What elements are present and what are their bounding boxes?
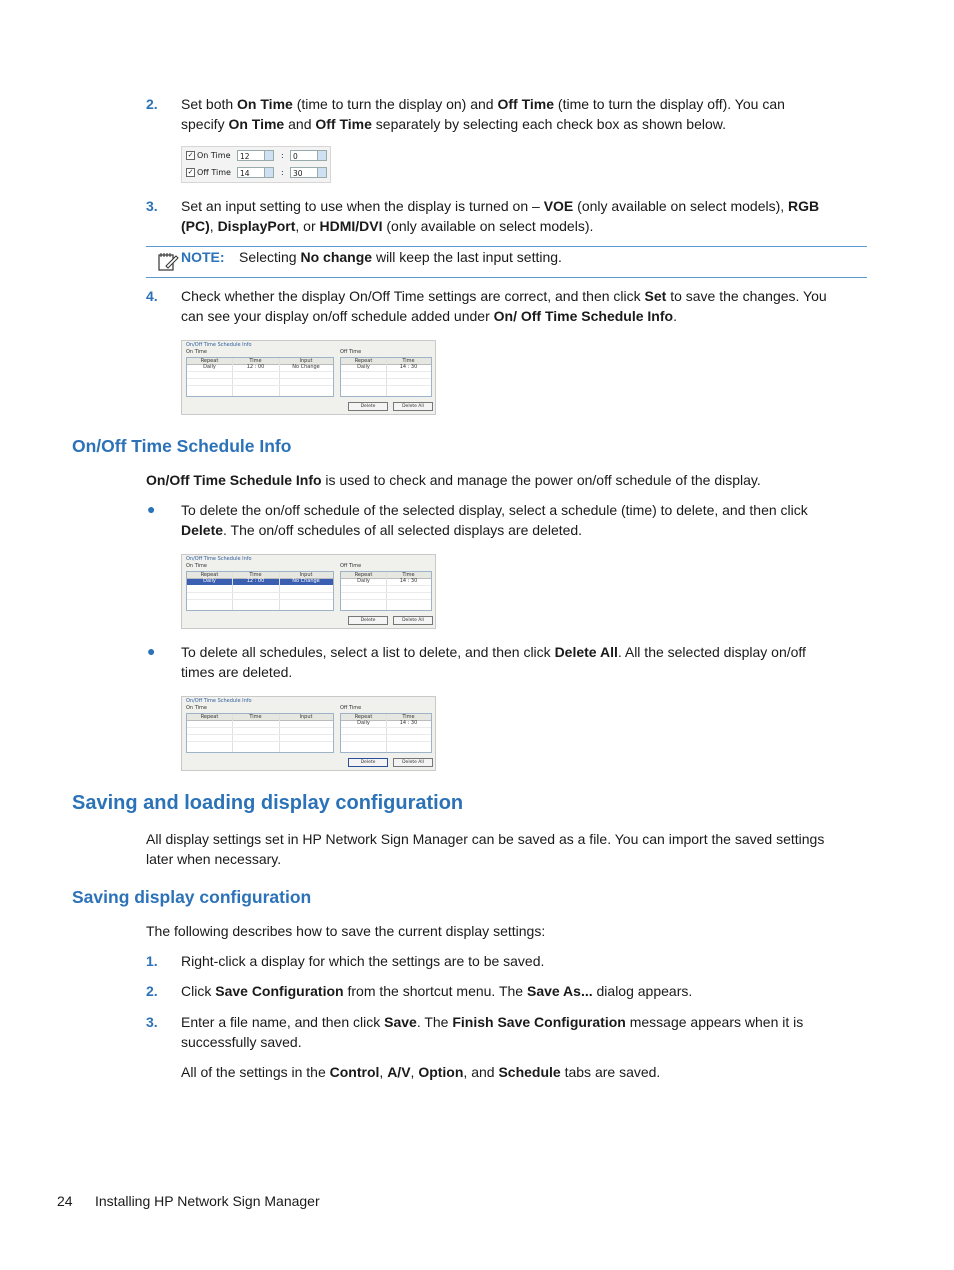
section-heading-saving-loading: Saving and loading display configuration [72, 792, 464, 814]
schedule-info-widget-3: On/Off Time Schedule Info On Time Off Time Repeat Time Input Repeat Time Daily 14 : 30 Delete Delete All [181, 696, 436, 771]
footer-title: Installing HP Network Sign Manager [95, 1193, 320, 1209]
bullet-1: ● [147, 501, 156, 517]
save-step-2-number: 2. [146, 983, 158, 999]
bullet-1-text: To delete the on/off schedule of the selected display, select a schedule (time) to delete, and then click Delete. The on/off schedules of all selected displays are deleted. [181, 502, 808, 538]
save-step-1-number: 1. [146, 953, 158, 969]
page-number: 24 [57, 1193, 73, 1209]
step-2-number: 2. [146, 96, 158, 112]
on-row-time[interactable]: 12 : 00 [246, 364, 265, 370]
bullet-2-text: To delete all schedules, select a list to delete, and then click Delete All. All the selected display on/off times are deleted. [181, 644, 806, 680]
delete-all-button[interactable]: Delete All [393, 402, 433, 411]
schedule-info-widget-2: On/Off Time Schedule Info On Time Off Time Repeat Time Input Daily 12 : 00 No Change Repeat Time Daily 14 : 30 Delete Delete All [181, 554, 436, 629]
saving-intro: All display settings set in HP Network Sign Manager can be saved as a file. You can import the saved settings later when necessary. [146, 831, 825, 867]
on-off-time-widget: ✓ On Time 12 : 0 ✓ Off Time 14 : 30 [181, 146, 331, 183]
step-3-number: 3. [146, 198, 158, 214]
save-step-2-text: Click Save Configuration from the shortcut menu. The Save As... dialog appears. [181, 983, 693, 999]
schedule-info-intro: On/Off Time Schedule Info is used to check and manage the power on/off schedule of the display. [146, 472, 761, 488]
on-time-list[interactable]: Repeat Time Input Daily 12 : 00 No Change [186, 357, 334, 397]
on-row-repeat[interactable]: Daily [203, 364, 216, 370]
step-4-number: 4. [146, 288, 158, 304]
save-config-intro: The following describes how to save the current display settings: [146, 923, 546, 939]
note-box [146, 246, 867, 278]
save-step-1-text: Right-click a display for which the settings are to be saved. [181, 953, 545, 969]
on-time-list[interactable]: Repeat Time Input [186, 713, 334, 753]
on-row-input[interactable]: No Change [292, 364, 320, 370]
schedule-info-widget-1: On/Off Time Schedule Info On Time Off Time Repeat Time Input Daily 12 : 00 No Change Repeat Time Daily 14 : 30 Delete Delete All [181, 340, 436, 415]
step-4-text: Check whether the display On/Off Time settings are correct, and then click Set to save the changes. You can see your display on/off schedule added under On/ Off Time Schedule Info. [181, 288, 827, 324]
off-time-hour-spinner[interactable]: 14 [237, 167, 274, 178]
off-time-list[interactable]: Repeat Time Daily 14 : 30 [340, 713, 432, 753]
save-step-3-number: 3. [146, 1014, 158, 1030]
note-icon [157, 250, 179, 272]
step-3-text: Set an input setting to use when the display is turned on – VOE (only available on select models), RGB (PC), DisplayPort, or HDMI/DVI (only available on select models). [181, 198, 820, 234]
delete-button[interactable]: Delete [348, 616, 388, 625]
bullet-2: ● [147, 643, 156, 659]
note-text: Selecting No change will keep the last input setting. [239, 249, 562, 265]
on-time-minute-spinner[interactable]: 0 [290, 150, 327, 161]
save-step-3-text: Enter a file name, and then click Save. The Finish Save Configuration message appears when it is successfully saved. [181, 1014, 804, 1050]
off-time-list[interactable]: Repeat Time Daily 14 : 30 [340, 571, 432, 611]
delete-button[interactable]: Delete [348, 758, 388, 767]
section-heading-schedule-info: On/Off Time Schedule Info [72, 436, 292, 456]
delete-all-button[interactable]: Delete All [393, 758, 433, 767]
off-time-label: Off Time [197, 168, 231, 177]
step-2-text: Set both On Time (time to turn the display on) and Off Time (time to turn the display off). You can specify On Time and Off Time separately by selecting each check box as shown below. [181, 96, 785, 132]
off-time-minute-spinner[interactable]: 30 [290, 167, 327, 178]
save-step-3-note: All of the settings in the Control, A/V, Option, and Schedule tabs are saved. [181, 1064, 661, 1080]
off-time-list[interactable]: Repeat Time Daily 14 : 30 [340, 357, 432, 397]
on-time-hour-spinner[interactable]: 12 [237, 150, 274, 161]
delete-all-button[interactable]: Delete All [393, 616, 433, 625]
on-time-row [186, 149, 231, 162]
off-time-row [186, 166, 231, 179]
delete-button[interactable]: Delete [348, 402, 388, 411]
on-time-label: On Time [197, 151, 231, 160]
section-heading-saving-config: Saving display configuration [72, 887, 312, 907]
off-time-checkbox[interactable]: ✓ [187, 168, 194, 176]
on-time-list[interactable]: Repeat Time Input Daily 12 : 00 No Change [186, 571, 334, 611]
on-time-checkbox[interactable]: ✓ [187, 151, 194, 159]
note-label: NOTE: [181, 249, 225, 265]
